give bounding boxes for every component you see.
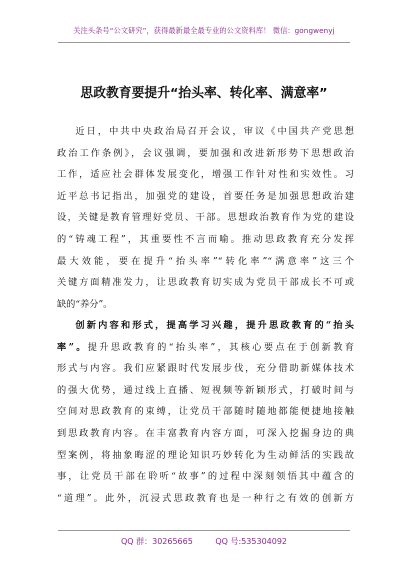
- paragraph-1-line: 近平总书记指出，加强党的建设，首要任务是加强思想政治建: [57, 190, 354, 202]
- paragraph-2-line: 型案例，将抽象晦涩的理论知识巧妙转化为生动鲜活的实践故: [57, 449, 354, 461]
- document-title: 思政教育要提升“抬头率、转化率、满意率”: [80, 86, 328, 101]
- paragraph-1: [57, 121, 354, 315]
- paragraph-2-line-mixed: [57, 337, 354, 359]
- paragraph-2-line: 到思政教育内容。在丰富教育内容方面，可深入挖掘身边的典: [57, 427, 354, 439]
- paragraph-2-lead-end: 率”。: [57, 341, 88, 353]
- footer-contact: [0, 536, 408, 547]
- header-divider: [58, 42, 350, 43]
- paragraph-2-line: 事，让党员干部在聆听“故事”的过程中深刻领悟其中蕴含的: [57, 471, 354, 483]
- paragraph-2-text: 提升思政教育的“抬头率”，其核心要点在于创新教育: [87, 341, 354, 353]
- paragraph-1-line: 近日，中共中央政治局召开会议，审议《中国共产党思想: [75, 126, 354, 137]
- paragraph-2-line: “道理”。此外，沉浸式思政教育也是一种行之有效的创新方: [57, 492, 354, 504]
- header-banner: 关注头条号“公文研究”，获得最新最全最专业的公文资料库！ 微信：gongwenyj: [73, 26, 335, 35]
- paragraph-2-line: 空间对思政教育的束缚，让党员干部随时随地都能便捷地接触: [57, 406, 354, 418]
- paragraph-2-line: 的强大优势，通过线上直播、短视频等新颖形式，打破时间与: [57, 384, 354, 396]
- paragraph-1-line: 关键方面精准发力，让思政教育切实成为党员干部成长不可或: [57, 277, 354, 289]
- paragraph-1-line: 的“铸魂工程”，其重要性不言而喻。推动思政教育充分发挥: [57, 233, 354, 245]
- paragraph-1-line: 设，关键是教育管理好党员、干部。思想政治教育作为党的建设: [57, 212, 354, 224]
- paragraph-2: [57, 315, 354, 509]
- footer-divider: [58, 530, 350, 531]
- paragraph-1-line: 政治工作条例》，会议强调，要加强和改进新形势下思想政治: [57, 147, 354, 159]
- paragraph-2-line: 形式与内容。我们应紧跟时代发展步伐，充分借助新媒体技术: [57, 363, 354, 375]
- paragraph-1-line: 缺的“养分”。: [57, 298, 113, 310]
- paragraph-2-lead-line: 创新内容和形式，提高学习兴趣，提升思政教育的“抬头: [75, 320, 354, 331]
- footer-qq-group: QQ 群：30265665: [120, 537, 193, 546]
- paragraph-1-line: 工作，适应社会群体发展变化，增强工作针对性和实效性。习: [57, 169, 354, 181]
- paragraph-1-line: 最大效能，要在提升“抬头率”“转化率”“满意率”这三个: [57, 255, 354, 267]
- footer-qq-number: QQ 号:535304092: [215, 537, 288, 546]
